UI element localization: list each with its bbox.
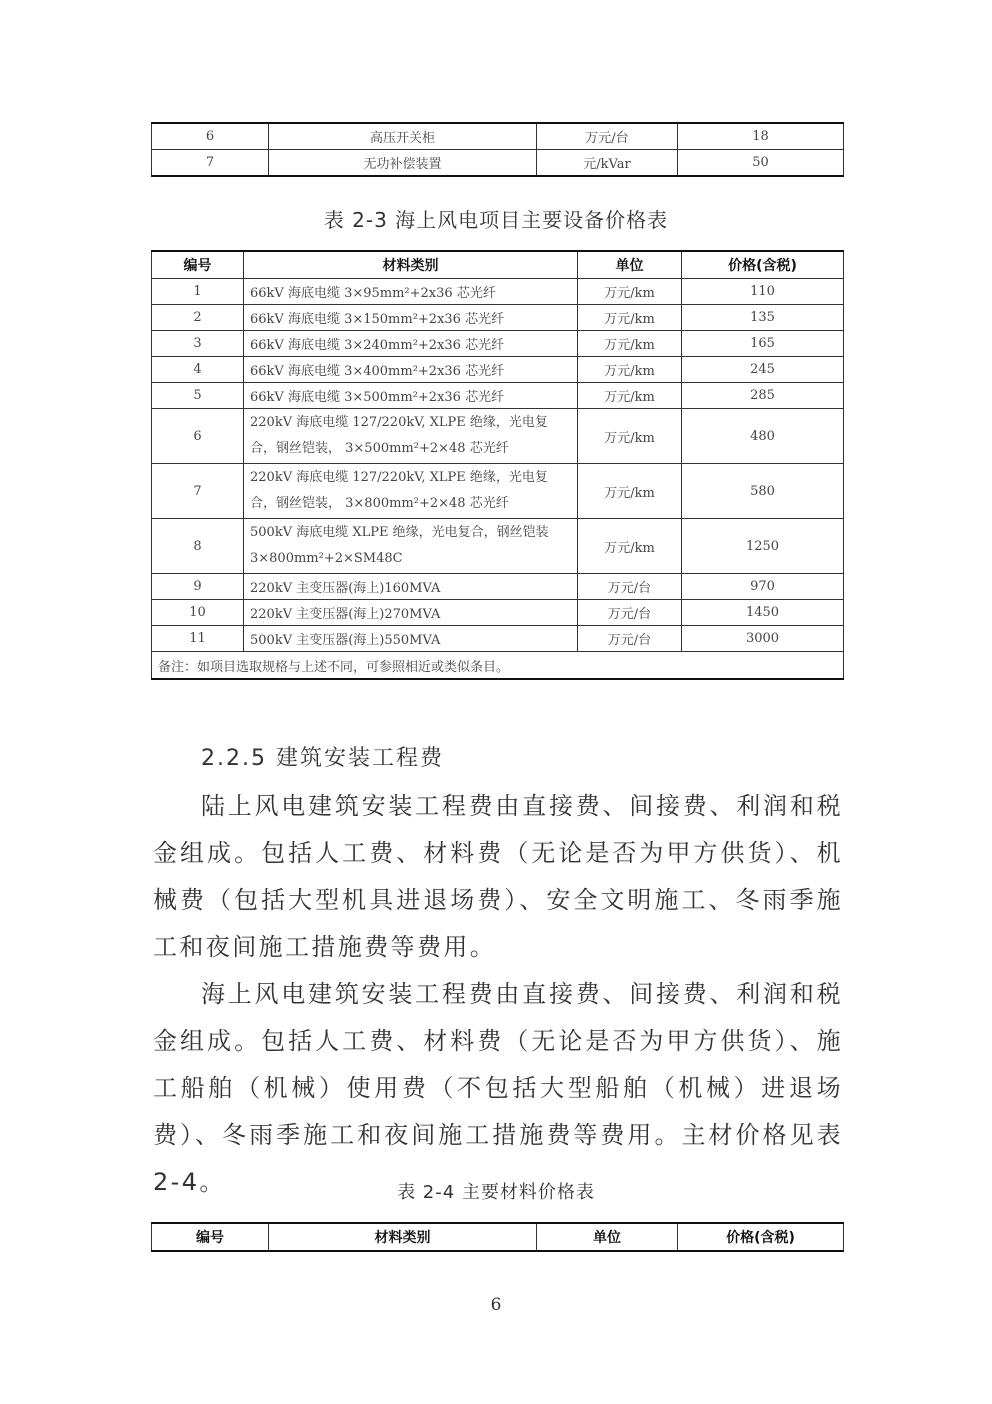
table-row <box>152 464 844 519</box>
item-name: 220kV 海底电缆 127/220kV, XLPE 绝缘，光电复合，钢丝铠装， 3×800mm²+2×48 芯光纤 <box>244 464 578 519</box>
paragraph-offshore: 海上风电建筑安装工程费由直接费、间接费、利润和税金组成。包括人工费、材料费（无论是否为甲方供货）、施工船舶（机械）使用费（不包括大型船舶（机械）进退场费）、冬雨季施工和夜间施工措施费等费用。主材价格见表 2-4。 <box>153 980 843 1196</box>
table-row <box>152 519 844 574</box>
table-header-row <box>152 251 844 279</box>
item-name: 500kV 海底电缆 XLPE 绝缘，光电复合，钢丝铠装 3×800mm²+2×SM48C <box>244 519 578 574</box>
table-row <box>152 123 844 150</box>
item-price: 245 <box>682 357 844 383</box>
table-row <box>152 279 844 305</box>
header-price: 价格(含税) <box>682 251 844 279</box>
row-number: 6 <box>152 409 244 464</box>
item-price: 1250 <box>682 519 844 574</box>
paragraph-onshore: 陆上风电建筑安装工程费由直接费、间接费、利润和税金组成。包括人工费、材料费（无论是否为甲方供货）、机械费（包括大型机具进退场费）、安全文明施工、冬雨季施工和夜间施工措施费等费用。 <box>153 792 843 961</box>
item-price: 970 <box>682 574 844 600</box>
item-price: 285 <box>682 383 844 409</box>
item-unit: 万元/台 <box>578 574 682 600</box>
table-2-3-caption: 表 2-3 海上风电项目主要设备价格表 <box>323 208 669 232</box>
item-price: 135 <box>682 305 844 331</box>
row-number: 1 <box>152 279 244 305</box>
item-unit: 元/kVar <box>537 150 678 177</box>
item-unit: 万元/台 <box>578 600 682 626</box>
equipment-price-table <box>151 250 844 680</box>
item-price: 580 <box>682 464 844 519</box>
row-number: 7 <box>152 150 269 177</box>
header-price: 价格(含税) <box>678 1223 844 1251</box>
row-number: 7 <box>152 464 244 519</box>
header-material: 材料类别 <box>244 251 578 279</box>
table-row <box>152 305 844 331</box>
item-name: 66kV 海底电缆 3×95mm²+2x36 芯光纤 <box>244 279 578 305</box>
item-unit: 万元/km <box>578 357 682 383</box>
table-header-row <box>152 1223 844 1251</box>
row-number: 9 <box>152 574 244 600</box>
item-unit: 万元/台 <box>578 626 682 652</box>
table-row <box>152 331 844 357</box>
table-2-4-caption: 表 2-4 主要材料价格表 <box>397 1182 595 1203</box>
item-unit: 万元/km <box>578 305 682 331</box>
previous-table-continuation <box>151 122 844 177</box>
row-number: 5 <box>152 383 244 409</box>
row-number: 8 <box>152 519 244 574</box>
item-price: 18 <box>678 123 844 150</box>
header-material: 材料类别 <box>269 1223 537 1251</box>
item-price: 1450 <box>682 600 844 626</box>
item-name: 220kV 主变压器(海上)270MVA <box>244 600 578 626</box>
header-unit: 单位 <box>537 1223 678 1251</box>
table-row <box>152 626 844 652</box>
page-number: 6 <box>490 1295 502 1315</box>
header-unit: 单位 <box>578 251 682 279</box>
table-row <box>152 357 844 383</box>
row-number: 2 <box>152 305 244 331</box>
row-number: 3 <box>152 331 244 357</box>
table-row <box>152 150 844 177</box>
table-row <box>152 600 844 626</box>
row-number: 6 <box>152 123 269 150</box>
table-row <box>152 409 844 464</box>
item-price: 50 <box>678 150 844 177</box>
item-name: 66kV 海底电缆 3×150mm²+2x36 芯光纤 <box>244 305 578 331</box>
item-name: 66kV 海底电缆 3×400mm²+2x36 芯光纤 <box>244 357 578 383</box>
item-name: 66kV 海底电缆 3×500mm²+2x36 芯光纤 <box>244 383 578 409</box>
material-price-table <box>151 1222 844 1252</box>
header-number: 编号 <box>152 1223 269 1251</box>
item-name: 220kV 海底电缆 127/220kV, XLPE 绝缘，光电复合，钢丝铠装， 3×500mm²+2×48 芯光纤 <box>244 409 578 464</box>
table-row <box>152 383 844 409</box>
table-note-row <box>152 652 844 680</box>
item-name: 220kV 主变压器(海上)160MVA <box>244 574 578 600</box>
row-number: 4 <box>152 357 244 383</box>
section-heading: 2.2.5 建筑安装工程费 <box>201 746 444 771</box>
table-row <box>152 574 844 600</box>
item-price: 3000 <box>682 626 844 652</box>
item-unit: 万元/台 <box>537 123 678 150</box>
item-name: 500kV 主变压器(海上)550MVA <box>244 626 578 652</box>
header-number: 编号 <box>152 251 244 279</box>
item-name: 高压开关柜 <box>269 123 537 150</box>
item-unit: 万元/km <box>578 279 682 305</box>
item-price: 165 <box>682 331 844 357</box>
row-number: 11 <box>152 626 244 652</box>
item-unit: 万元/km <box>578 464 682 519</box>
item-name: 66kV 海底电缆 3×240mm²+2x36 芯光纤 <box>244 331 578 357</box>
table-note: 备注：如项目选取规格与上述不同，可参照相近或类似条目。 <box>152 652 844 680</box>
item-unit: 万元/km <box>578 519 682 574</box>
item-name: 无功补偿装置 <box>269 150 537 177</box>
item-unit: 万元/km <box>578 383 682 409</box>
row-number: 10 <box>152 600 244 626</box>
item-unit: 万元/km <box>578 409 682 464</box>
item-price: 110 <box>682 279 844 305</box>
item-unit: 万元/km <box>578 331 682 357</box>
item-price: 480 <box>682 409 844 464</box>
